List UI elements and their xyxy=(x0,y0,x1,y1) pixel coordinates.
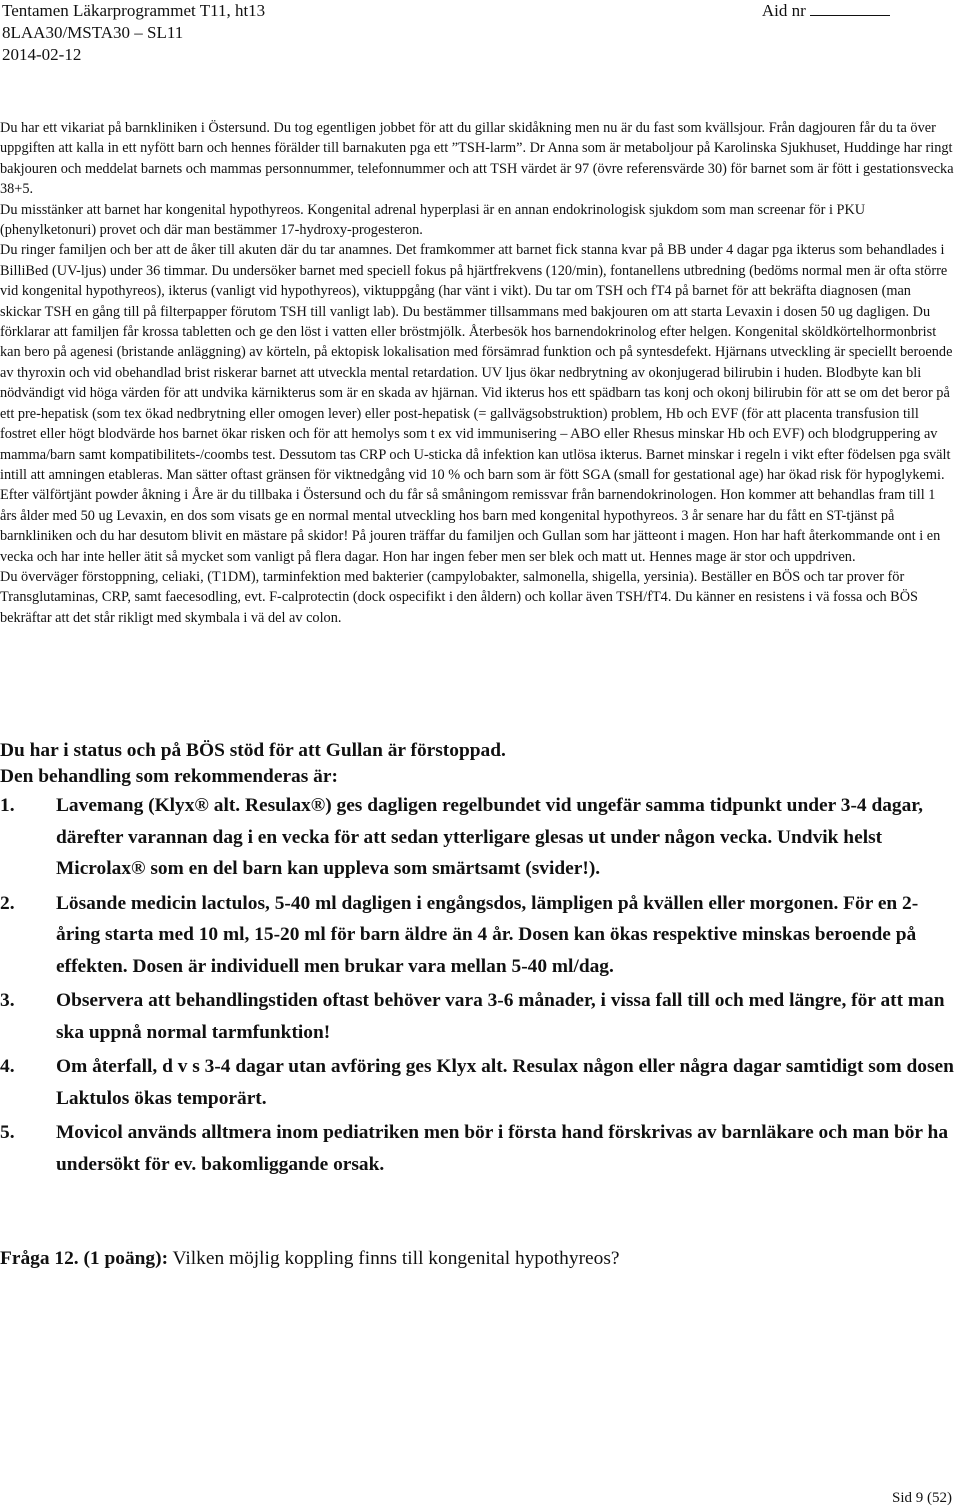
case-paragraph: Du överväger förstoppning, celiaki, (T1DM), tarminfektion med bakterier (campylobakter, salmonella, shigella, yersinia). Beställer en BÖS och tar prover för Transglutaminas, CRP, samt faecesodling, evt. F-calprotectin (dock ospecifikt i den åldern) och kollar även TSH/fT4. Du känner en resistens i vä fossa och BÖS bekräftar att det står rikligt med skymbala i vä del av colon. xyxy=(0,568,918,626)
question-text: Vilken möjlig koppling finns till kongenital hypothyreos? xyxy=(172,1248,620,1269)
list-number: 2. xyxy=(0,892,15,914)
treatment-list xyxy=(0,790,958,1180)
exam-title: Tentamen Läkarprogrammet T11, ht13 xyxy=(2,1,266,20)
list-number: 3. xyxy=(0,990,15,1011)
list-text: Lösande medicin lactulos, 5-40 ml dagligen i engångsdos, lämpligen på kvällen eller morgonen. För en 2-åring starta med 10 ml, 15-20 ml för barn äldre än 4 år. Dosen kan ökas respektive minskas beroende på effekten. Dosen är individuell men brukar vara mellan 5-40 ml/dag. xyxy=(56,892,919,977)
case-text xyxy=(0,118,955,628)
course-code: 8LAA30/MSTA30 – SL11 xyxy=(2,23,184,42)
case-paragraph: Du ringer familjen och ber att de åker till akuten där du tar anamnes. Det framkommer att barnet fick stanna kvar på BB under 4 dagar pga ikterus som behandlades i BilliBed (UV-ljus) under 36 timmar. Du undersöker barnet med speciell fokus på hjärtfrekvens (120/min), fontanellens utbredning (bedöms normal men är ofta större vid kongenital hypothyreos), ikterus (vanligt vid hypothyreos), viktuppgång (har vänt i vikt). Du tar om TSH och fT4 på barnet för att bekräfta diagnosen (man skickar TSH en gång till på filterpapper förutom TSH till vanligt lab). Du bestämmer tillsammans med bakjouren om att starta Levaxin i dosen 50 ug dagligen. Du förklarar att familjen får krossa tabletten och ge den löst i vatten eller bröstmjölk. Återbesök hos barnendokrinolog efter helgen. Kongenital sköldkörtelhormonbrist kan bero på agenesi (bristande anläggning) av körteln, på ektopisk lokalisation med försämrad funktion och på syntesdefekt. Hjärnans utveckling är speciellt beroende av thyroxin och vid obehandlad brist riskerar barnet att utveckla mental retardation. UV ljus ökar nedbrytning av okonjugerad bilirubin i huden. Blodbyte kan bli nödvändigt vid höga värden för att undvika kärnikterus som är en skada av hjärnan. Vid ikterus hos ett spädbarn tas konj och okonj bilirubin för att se om det beror på ett pre-hepatisk (som tex ökad nedbrytning eller omogen lever) eller post-hepatisk (= gallvägsobstruktion) problem, Hb och EVF (för att placenta transfusion till fostret eller högt blodvärde hos barnet ökar risken och för att hemolys som t ex vid immunisering – ABO eller Rhesus minskar Hb och EVF) och blodgruppering av mamma/barn samt kompatibilitets-/coombs test. Dessutom tas CRP och U-sticka då infektion kan utlösa ikterus. Barnet minskar i regeln i vikt efter födelsen pga svält intill att amningen etableras. Man sätter oftast gränsen för viktnedgång vid 10 % och barn som är fött SGA (small for gestational age) har ökad risk för hypoglykemi. xyxy=(0,242,953,483)
answer-intro: Du har i status och på BÖS stöd för att Gullan är förstoppad. xyxy=(0,740,506,761)
list-number: 1. xyxy=(0,795,15,816)
list-item xyxy=(0,985,958,1048)
aid-number-field xyxy=(762,0,890,22)
exam-date: 2014-02-12 xyxy=(2,45,82,64)
list-item xyxy=(0,1117,958,1180)
aid-label: Aid nr xyxy=(761,1,806,20)
list-item xyxy=(0,790,958,885)
list-number: 5. xyxy=(0,1122,15,1143)
case-paragraph: Du har ett vikariat på barnkliniken i Östersund. Du tog egentligen jobbet för att du gillar skidåkning men nu är du fast som kvällsjour. Från dagjouren får du ta över uppgiften att kalla in ett nyfött barn och hennes förälder till barnakuten pga ett ”TSH-larm”. Dr Anna som är metaboljour på Karolinska Sjukhuset, Huddinge har ringt bakjouren och meddelat barnets och mammas personnummer, telefonnummer och att TSH värdet är 97 (övre referensvärde 30) för barnet som är fött i gestationsvecka 38+5. xyxy=(0,120,954,198)
answer-section xyxy=(0,738,958,1183)
list-text: Movicol används alltmera inom pediatriken men bör i första hand förskrivas av barnläkare och man bör ha undersökt för ev. bakomliggande orsak. xyxy=(56,1122,949,1175)
list-text: Observera att behandlingstiden oftast behöver vara 3-6 månader, i vissa fall till och med längre, för att man ska uppnå normal tarmfunktion! xyxy=(56,990,945,1043)
question-label: Fråga 12. (1 poäng): xyxy=(0,1248,169,1269)
list-number: 4. xyxy=(0,1056,15,1077)
question-12 xyxy=(0,1246,619,1272)
case-paragraph: Du misstänker att barnet har kongenital hypothyreos. Kongenital adrenal hyperplasi är en annan endokrinologisk sjukdom som man screenar för i PKU (phenylketonuri) provet och där man bestämmer 17-hydroxy-progesteron. xyxy=(0,201,866,239)
list-item xyxy=(0,888,958,983)
case-paragraph: Efter välförtjänt powder åkning i Åre är du tillbaka i Östersund och du får så småningom remissvar från barnendokrinologen. Hon kommer att behandlas fram till 1 års ålder med 50 ug Levaxin, en dos som visats ge en normal mental utveckling hos barn med kongenital hypothyreos. 3 år senare har du fått en ST-tjänst på barnkliniken och du har desutom blivit en mästare på skidor! På jouren träffar du familjen och Gullan som har jätteont i magen. Hon har haft återkommande ont i en vecka och har inte heller ätit så mycket som vanligt på flera dagar. Hon har ingen feber men ser blek och matt ut. Hennes mage är stor och uppdriven. xyxy=(0,487,941,565)
list-item xyxy=(0,1051,958,1114)
list-text: Om återfall, d v s 3-4 dagar utan avföring ges Klyx alt. Resulax någon eller några dagar samtidigt som dosen Laktulos ökas temporärt. xyxy=(56,1056,954,1109)
answer-subtitle: Den behandling som rekommenderas är: xyxy=(0,766,338,787)
page-number: Sid 9 (52) xyxy=(892,1490,952,1506)
aid-blank-line xyxy=(810,0,890,16)
page-header xyxy=(2,0,960,70)
list-text: Lavemang (Klyx® alt. Resulax®) ges dagligen regelbundet vid ungefär samma tidpunkt under 3-4 dagar, därefter varannan dag i en vecka för att sedan ytterligare glesas ut under någon vecka. Undvik helst Microlax® som en del barn kan uppleva som smärtsamt (svider!). xyxy=(56,795,923,879)
